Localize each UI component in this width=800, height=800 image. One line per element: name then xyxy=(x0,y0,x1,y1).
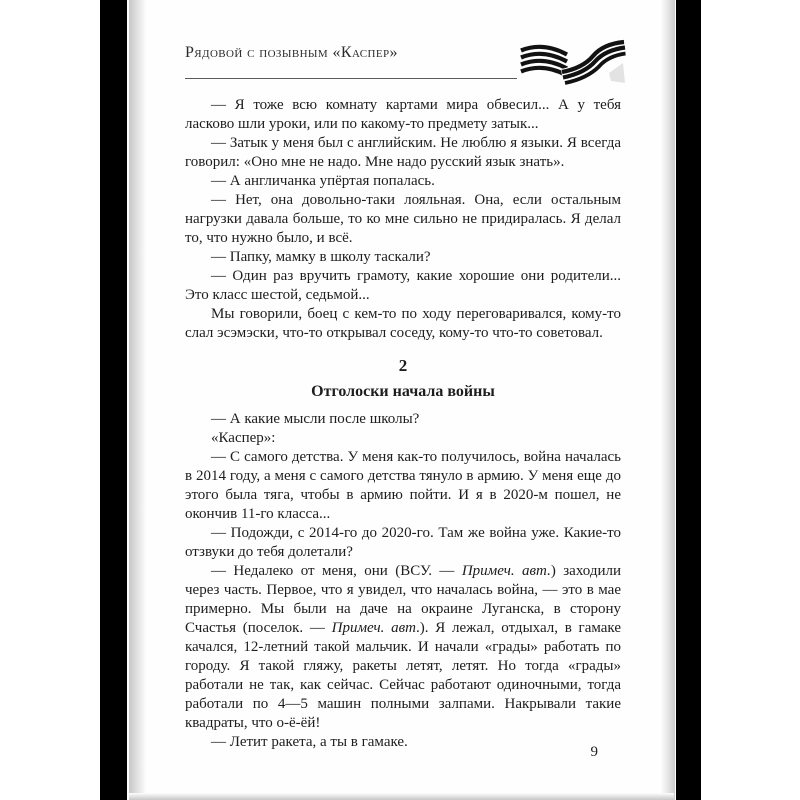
text-segment: — С самого детства. У меня как-то получилось, война началась в 2014 году, а меня с самого детства тянуло в армию. У меня еще до этого была тяга, чтобы в армию пойти. И я в 2020-м пошел, не окончив 11-го класса... xyxy=(185,449,621,522)
page-number: 9 xyxy=(590,744,598,760)
text-segment: — А какие мысли после школы? xyxy=(211,411,420,427)
body-sections xyxy=(185,96,621,752)
page-content xyxy=(185,44,621,752)
text-segment: «Каспер»: xyxy=(211,430,276,446)
running-head xyxy=(185,44,621,96)
text-segment: Мы говорили, боец с кем-то по ходу переговаривался, кому-то слал эсэмэски, что-то открывал соседу, кому-то что-то советовал. xyxy=(185,306,621,341)
body-paragraph xyxy=(185,448,621,524)
page-edge-bottom xyxy=(129,793,674,800)
page-edge-left xyxy=(129,0,146,800)
text-segment: — Подожди, с 2014-го до 2020-го. Там же война уже. Какие-то отзвуки до тебя долетали? xyxy=(185,525,621,560)
text-segment: — Один раз вручить грамоту, какие хорошие они родители... Это класс шестой, седьмой... xyxy=(185,268,621,303)
book-page xyxy=(127,0,676,800)
photo-background-band-left xyxy=(100,0,127,800)
text-segment: — Затык у меня был с английским. Не люблю я языки. Я всегда говорил: «Оно мне не надо. Мне надо русский язык знать». xyxy=(185,135,621,170)
text-segment: — Недалеко от меня, они (ВСУ. — xyxy=(211,563,462,579)
text-segment: ) заходили через часть. Первое, что я увидел, что началась война, — это в мае примерно. Мы были на даче на окраине Луганска, в сторону Счастья (поселок. — xyxy=(185,563,622,636)
body-paragraph xyxy=(185,305,621,343)
text-segment: — А англичанка упёртая попалась. xyxy=(211,173,435,189)
text-segment: — Я тоже всю комнату картами мира обвесил... А у тебя ласково шли уроки, или по какому-то предмету затык... xyxy=(185,97,621,132)
body-paragraph xyxy=(185,410,621,429)
chapter-title: Отголоски начала войны xyxy=(311,383,495,400)
text-segment: Примеч. авт xyxy=(331,620,416,636)
body-paragraph xyxy=(185,429,621,448)
text-segment: .). Я лежал, отдыхал, в гамаке качался, 12-летний такой мальчик. И начали «грады» работать по городу. Я такой гляжу, ракеты летят, летят. Но тогда «грады» работали не так, как сейчас. Сейчас работают одиночными, тогда работали по 4—5 машин полными залпами. Накрывали такие квадраты, что о-ё-ёй! xyxy=(185,620,621,731)
chapter-number: 2 xyxy=(398,356,408,375)
body-paragraph xyxy=(185,191,621,248)
body-paragraph xyxy=(185,134,621,172)
body-paragraph xyxy=(185,733,621,752)
text-segment: — Папку, мамку в школу таскали? xyxy=(211,249,431,265)
running-head-rule xyxy=(185,78,517,79)
running-head-title: Рядовой с позывным «Каспер» xyxy=(185,44,398,61)
body-paragraph xyxy=(185,172,621,191)
body-paragraph xyxy=(185,96,621,134)
body-paragraph xyxy=(185,524,621,562)
body-paragraph xyxy=(185,562,621,733)
page-edge-right xyxy=(661,0,675,800)
photo-background-band-right xyxy=(676,0,701,800)
text-segment: Примеч. авт. xyxy=(461,563,551,579)
text-segment: — Летит ракета, а ты в гамаке. xyxy=(211,734,408,750)
text-segment: — Нет, она довольно-таки лояльная. Она, если остальным нагрузки давала больше, то ко мне сильно не придиралась. Я делал то, что нужно было, и всё. xyxy=(185,192,621,246)
body-paragraph xyxy=(185,267,621,305)
st-george-ribbon-icon xyxy=(517,37,629,94)
body-paragraph xyxy=(185,248,621,267)
